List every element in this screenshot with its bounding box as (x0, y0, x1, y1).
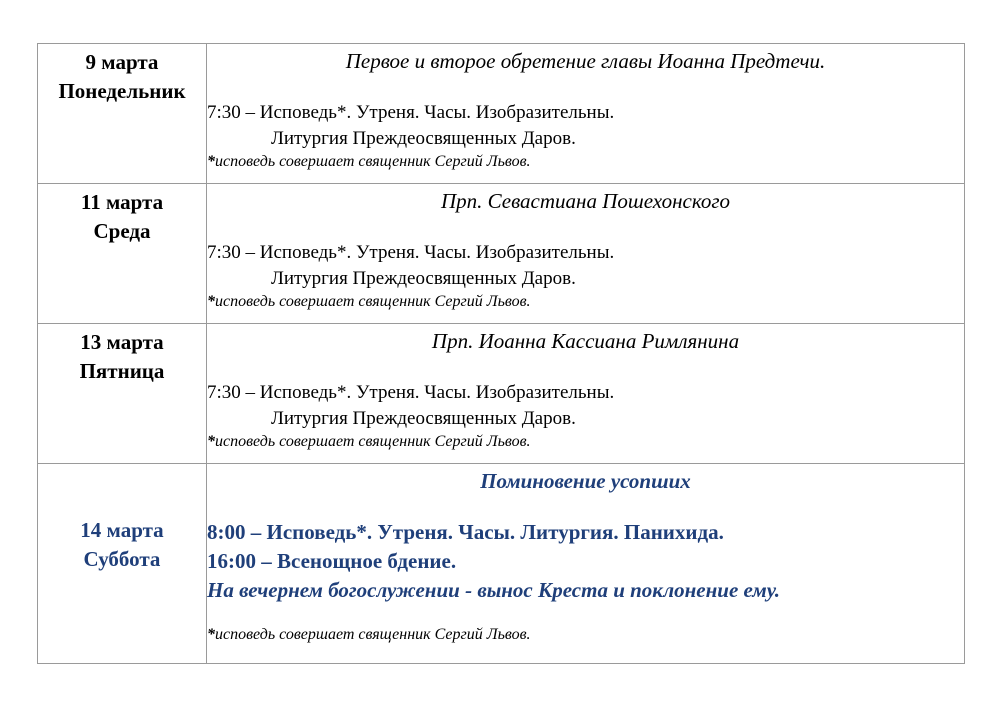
service-line: На вечернем богослужении - вынос Креста и поклонение ему. (207, 578, 780, 602)
feast-title: Прп. Иоанна Кассиана Римлянина (431, 329, 740, 353)
weekday: Понедельник (58, 79, 186, 103)
service-line: 7:30 – Исповедь*. Утреня. Часы. Изобразительны. (207, 382, 615, 403)
content-cell (207, 184, 965, 324)
date-cell (38, 324, 207, 464)
content-cell (207, 464, 965, 664)
weekday: Пятница (79, 359, 165, 383)
content-cell (207, 44, 965, 184)
confession-note: *исповедь совершает священник Сергий Львов. (207, 626, 531, 643)
table-row (38, 184, 965, 324)
feast-title: Первое и второе обретение главы Иоанна Предтечи. (345, 49, 826, 73)
confession-note: *исповедь совершает священник Сергий Львов. (207, 293, 531, 310)
service-line: Литургия Преждеосвященных Даров. (271, 268, 576, 289)
feast-title: Прп. Севастиана Пошехонского (440, 189, 731, 213)
date: 14 марта (80, 517, 164, 542)
weekday: Среда (93, 219, 151, 243)
schedule-table (37, 43, 965, 664)
service-line: Литургия Преждеосвященных Даров. (271, 408, 576, 429)
confession-note: *исповедь совершает священник Сергий Львов. (207, 433, 531, 450)
date-cell (38, 184, 207, 324)
table-row (38, 464, 965, 664)
feast-title: Поминовение усопших (480, 469, 691, 493)
content-cell (207, 324, 965, 464)
date: 13 марта (80, 330, 164, 354)
date: 9 марта (85, 50, 159, 74)
table-row (38, 324, 965, 464)
date-cell (38, 464, 207, 664)
service-line: Литургия Преждеосвященных Даров. (271, 128, 576, 149)
date-cell (38, 44, 207, 184)
table-row (38, 44, 965, 184)
service-line: 16:00 – Всенощное бдение. (207, 549, 457, 573)
service-line: 8:00 – Исповедь*. Утреня. Часы. Литургия. Панихида. (207, 520, 724, 544)
date: 11 марта (80, 190, 164, 214)
service-line: 7:30 – Исповедь*. Утреня. Часы. Изобразительны. (207, 102, 615, 123)
weekday: Суббота (83, 546, 161, 571)
confession-note: *исповедь совершает священник Сергий Львов. (207, 153, 531, 170)
service-line: 7:30 – Исповедь*. Утреня. Часы. Изобразительны. (207, 242, 615, 263)
